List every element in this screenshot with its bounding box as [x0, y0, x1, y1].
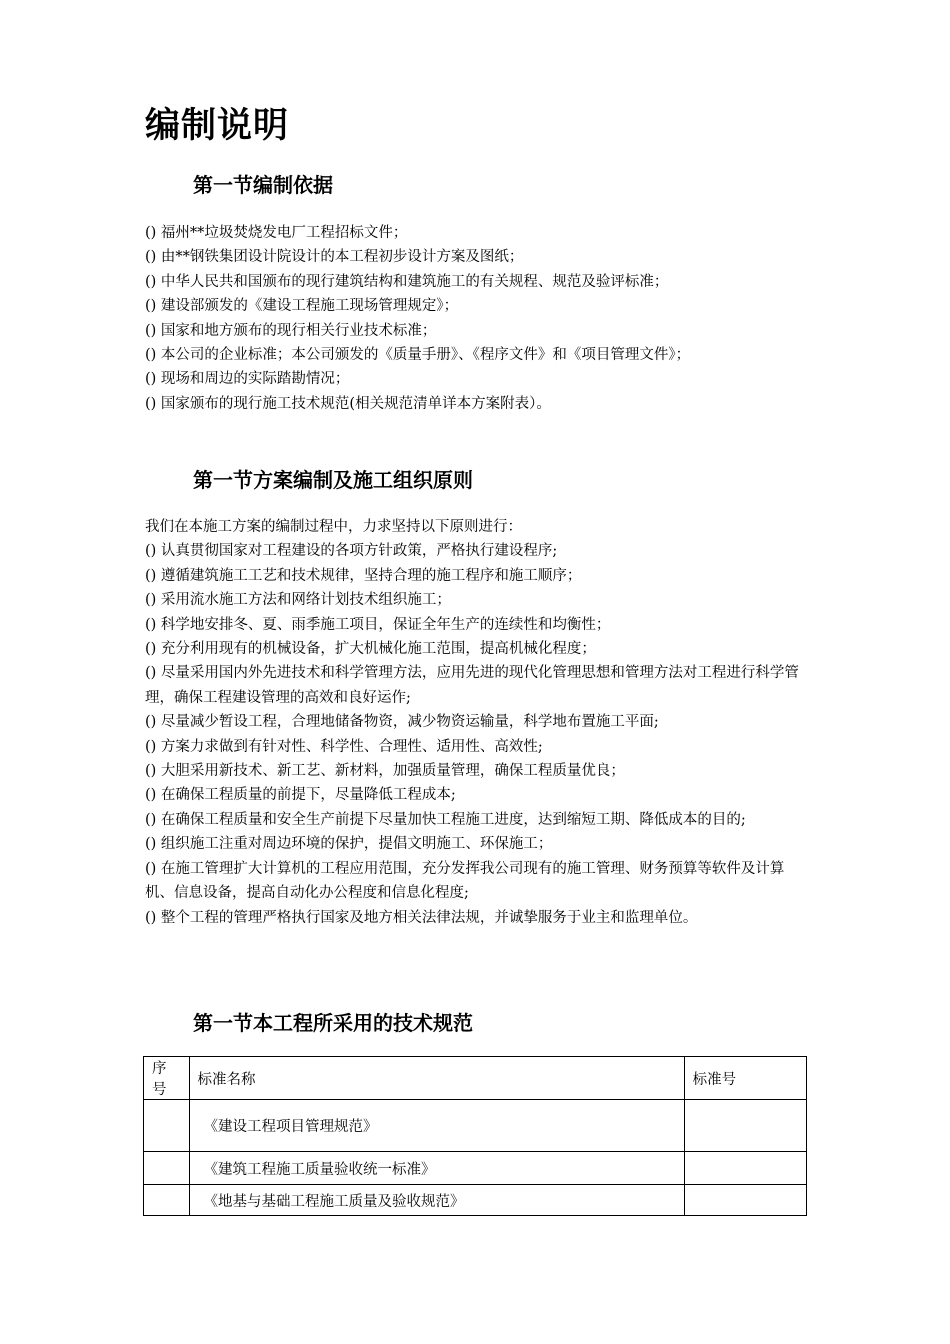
table-row [144, 1100, 807, 1152]
list-item: () 在施工管理扩大计算机的工程应用范围，充分发挥我公司现有的施工管理、财务预算等软件及计算机、信息设备，提高自动化办公程度和信息化程度; [145, 860, 785, 902]
list-item: () 采用流水施工方法和网络计划技术组织施工； [145, 592, 451, 609]
principles-intro: 我们在本施工方案的编制过程中，力求坚持以下原则进行： [145, 519, 522, 535]
list-item: () 在确保工程质量的前提下，尽量降低工程成本; [145, 787, 456, 804]
list-item: () 建设部颁发的《建设工程施工现场管理规定》； [145, 298, 459, 315]
section-heading-basis: 第一节编制依据 [193, 173, 333, 197]
section-heading-specifications: 第一节本工程所采用的技术规范 [193, 1011, 473, 1035]
list-item: () 充分利用现有的机械设备，扩大机械化施工范围，提高机械化程度； [145, 641, 596, 658]
list-item: () 现场和周边的实际踏勘情况； [145, 371, 350, 388]
list-item: () 科学地安排冬、夏、雨季施工项目，保证全年生产的连续性和均衡性； [145, 616, 611, 633]
list-item: () 本公司的企业标准；本公司颁发的《质量手册》、《程序文件》和《项目管理文件》； [145, 347, 691, 364]
column-header-standard-code: 标准号 [684, 1057, 806, 1100]
list-item: () 认真贯彻国家对工程建设的各项方针政策，严格执行建设程序; [145, 543, 558, 560]
document-title: 编制说明 [145, 106, 290, 146]
principles-list [145, 515, 810, 930]
list-item: () 由**钢铁集团设计院设计的本工程初步设计方案及图纸； [145, 249, 524, 266]
table-row [144, 1152, 807, 1185]
section-heading-principles: 第一节方案编制及施工组织原则 [193, 468, 473, 492]
table-row [144, 1185, 807, 1216]
list-item: () 尽量采用国内外先进技术和科学管理方法，应用先进的现代化管理思想和管理方法对工程进行科学管理，确保工程建设管理的高效和良好运作; [145, 665, 799, 706]
column-header-number: 序号 [144, 1057, 190, 1100]
list-item: () 福州**垃圾焚烧发电厂工程招标文件； [145, 225, 408, 241]
list-item: () 组织施工注重对周边环境的保护，提倡文明施工、环保施工； [145, 836, 553, 853]
cell-standard-code [684, 1100, 806, 1152]
cell-standard-code [684, 1152, 806, 1185]
cell-standard-code [684, 1185, 806, 1216]
list-item: () 国家颁布的现行施工技术规范(相关规范清单详本方案附表）。 [145, 395, 551, 412]
list-item: () 整个工程的管理严格执行国家及地方相关法律法规，并诚挚服务于业主和监理单位。 [145, 909, 698, 926]
list-item: () 在确保工程质量和安全生产前提下尽量加快工程施工进度，达到缩短工期、降低成本的目的; [145, 811, 746, 828]
table-header-row [144, 1057, 807, 1100]
cell-number [144, 1100, 190, 1152]
cell-number [144, 1185, 190, 1216]
list-item: () 方案力求做到有针对性、科学性、合理性、适用性、高效性; [145, 738, 543, 755]
list-item: () 国家和地方颁布的现行相关行业技术标准； [145, 322, 437, 339]
cell-standard-name: 《建设工程项目管理规范》 [189, 1100, 684, 1152]
cell-number [144, 1152, 190, 1185]
specifications-table [143, 1056, 807, 1216]
cell-standard-name: 《建筑工程施工质量验收统一标准》 [189, 1152, 684, 1185]
list-item: () 遵循建筑施工工艺和技术规律，坚持合理的施工程序和施工顺序； [145, 567, 582, 584]
cell-standard-name: 《地基与基础工程施工质量及验收规范》 [189, 1185, 684, 1216]
column-header-standard-name: 标准名称 [189, 1057, 684, 1100]
basis-list [145, 221, 810, 416]
list-item: () 尽量减少暂设工程，合理地储备物资，减少物资运输量，科学地布置施工平面; [145, 714, 659, 731]
list-item: () 中华人民共和国颁布的现行建筑结构和建筑施工的有关规程、规范及验评标准； [145, 273, 669, 290]
list-item: () 大胆采用新技术、新工艺、新材料，加强质量管理，确保工程质量优良； [145, 763, 625, 780]
